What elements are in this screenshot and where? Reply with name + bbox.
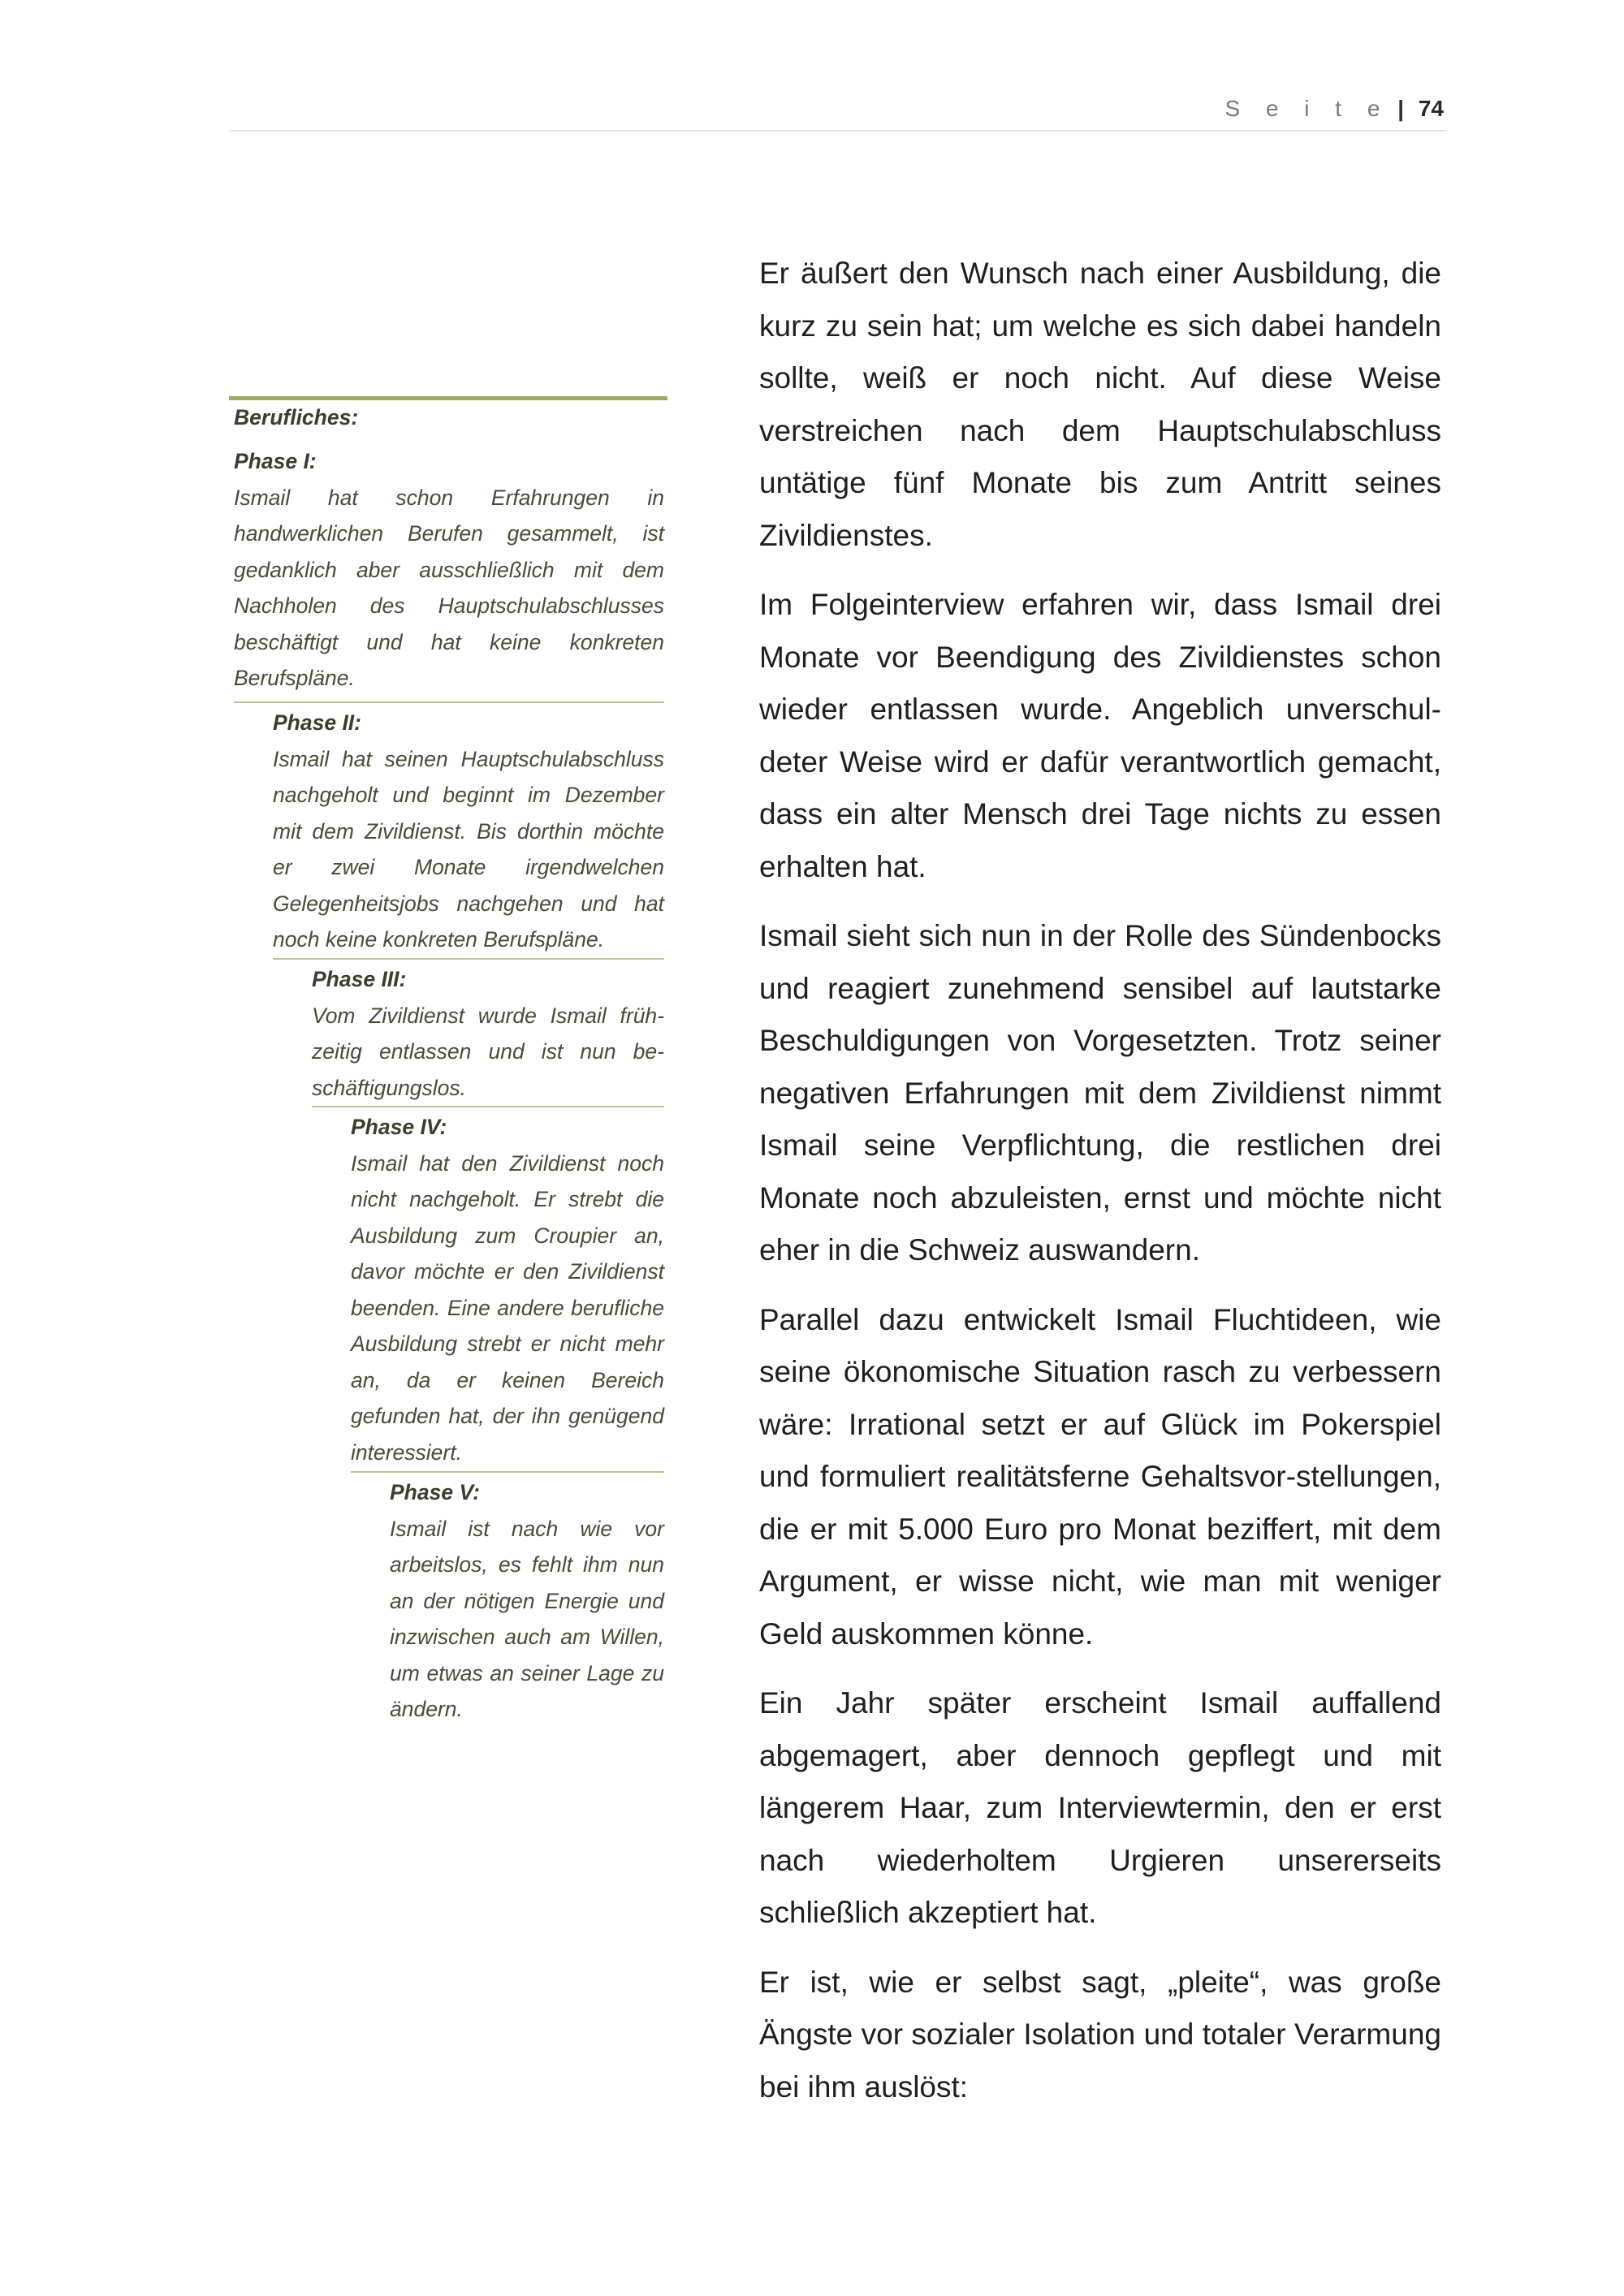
phase-separator	[351, 1471, 664, 1473]
page-number: 74	[1418, 96, 1444, 121]
phase-1-title: Phase I:	[234, 449, 317, 473]
phase-5-title: Phase V:	[390, 1480, 480, 1504]
paragraph: Im Folgeinterview erfahren wir, dass Ismail drei Monate vor Beendigung des Zivildienstes schon wieder entlassen wurde. Angeblich unverschul-deter Weise wird er dafür verantwortlich gemacht, dass ein alter Mensch drei Tage nichts zu essen erhalten hat.	[759, 588, 1441, 883]
main-text-column	[759, 248, 1441, 2130]
phase-5-text: Ismail ist nach wie vor arbeitslos, es fehlt ihm nun an der nötigen Energie und inzwischen auch am Willen, um etwas an seiner Lage zu ändern.	[390, 1516, 664, 1721]
sidebar-section-title: Berufliches:	[234, 405, 359, 429]
paragraph: Parallel dazu entwickelt Ismail Fluchtideen, wie seine ökonomische Situation rasch zu verbessern wäre: Irrational setzt er auf Glück im Pokerspiel und formuliert realitätsferne Gehaltsvor-stellungen, die er mit 5.000 Euro pro Monat beziffert, mit dem Argument, er wisse nicht, wie man mit weniger Geld auskommen könne.	[759, 1302, 1441, 1651]
phase-2-title: Phase II:	[273, 710, 361, 735]
phase-3-text: Vom Zivildienst wurde Ismail früh-zeitig entlassen und ist nun be-schäftigungslos.	[312, 1003, 664, 1100]
header-rule	[229, 130, 1447, 132]
phase-4-text: Ismail hat den Zivildienst noch nicht nachgeholt. Er strebt die Ausbildung zum Croupier an, davor möchte er den Zivildienst beenden. Eine andere berufliche Ausbildung strebt er nicht mehr an, da er keinen Bereich gefunden hat, der ihn genügend interessiert.	[351, 1150, 664, 1465]
paragraph: Ismail sieht sich nun in der Rolle des Sündenbocks und reagiert zunehmend sensibel auf lautstarke Beschuldigungen von Vorgesetzten. Trotz seiner negativen Erfahrungen mit dem Zivildienst nimmt Ismail seine Verpflichtung, die restlichen drei Monate noch abzuleisten, ernst und möchte nicht eher in die Schweiz auswandern.	[759, 919, 1441, 1267]
phase-3	[312, 961, 664, 1106]
header-separator: |	[1397, 96, 1405, 121]
phase-4-title: Phase IV:	[351, 1115, 447, 1139]
paragraph: Er ist, wie er selbst sagt, „pleite“, was große Ängste vor sozialer Isolation und totaler Verarmung bei ihm auslöst:	[759, 1965, 1441, 2104]
phase-separator	[234, 701, 664, 703]
phase-2	[273, 705, 664, 958]
phase-4	[351, 1109, 664, 1470]
phase-separator	[273, 958, 664, 960]
page-label: S e i t e	[1224, 96, 1390, 121]
phase-5	[390, 1474, 664, 1728]
paragraph: Er äußert den Wunsch nach einer Ausbildung, die kurz zu sein hat; um welche es sich dabei handeln sollte, weiß er noch nicht. Auf diese Weise verstreichen nach dem Hauptschulabschluss untätige fünf Monate bis zum Antritt seines Zivildienstes.	[759, 257, 1441, 552]
phase-1-text: Ismail hat schon Erfahrungen in handwerklichen Berufen gesammelt, ist gedanklich aber ausschließlich mit dem Nachholen des Hauptschulabschlusses beschäftigt und hat keine konkreten Berufspläne.	[234, 485, 664, 690]
phase-1	[234, 443, 664, 697]
page-header	[1225, 96, 1445, 122]
phase-2-text: Ismail hat seinen Hauptschulabschluss nachgeholt und beginnt im Dezember mit dem Zivildienst. Bis dorthin möchte er zwei Monate irgendwelchen Gelegenheitsjobs nachgehen und hat noch keine konkreten Berufspläne.	[273, 746, 664, 952]
paragraph: Ein Jahr später erscheint Ismail auffallend abgemagert, aber dennoch gepflegt und mit längerem Haar, zum Interviewtermin, den er erst nach wiederholtem Urgieren unsererseits schließlich akzeptiert hat.	[759, 1686, 1441, 1929]
phase-3-title: Phase III:	[312, 967, 407, 991]
phase-separator	[312, 1106, 664, 1107]
